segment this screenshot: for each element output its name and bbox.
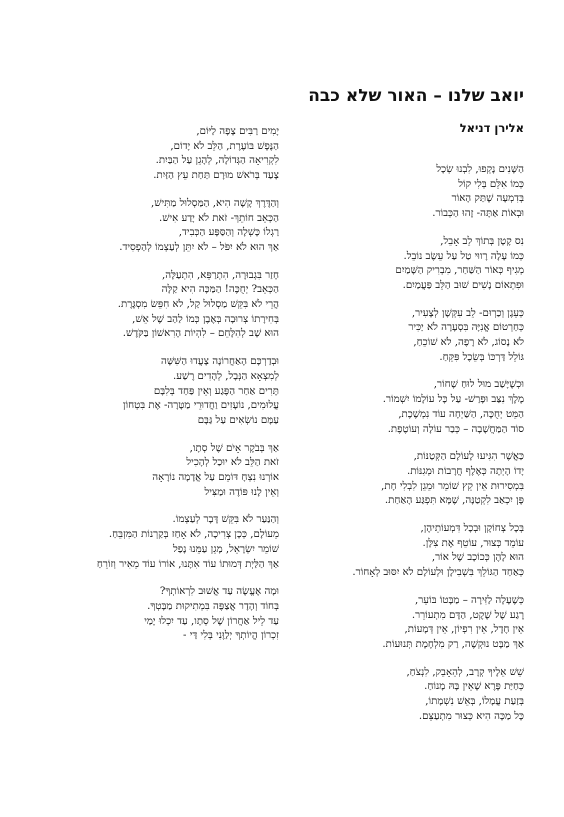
poem-line: לִקְרִיאָה הַגְּדוֹלָה, לְהָגֵן עַל הַבַּיִת. <box>155 155 279 167</box>
poem-line: מְגִיף כְּאוֹר הַשַּׁחַר, מִבְרִיק הַשָּׁמַיִם <box>395 265 524 277</box>
poem-line: רַגְלוֹ כָּשְׁלָה וְהַסַּפָּע הַכְּבִיד, <box>178 227 279 239</box>
poem-line: כְּמוֹ עָלָה רָווּי טַל עַל עֵשֶׂב נוֹבֵל. <box>403 250 524 262</box>
poem-line: כַּאֲשֶׁר הִגִּיעוּ לָעוֹלָם הַקְּטַנּוֹת, <box>413 451 524 463</box>
stanza <box>284 378 524 437</box>
poem-line: שֵׁשׁ אֵלֶיךָ קְרָב, לְהֵאָבֵק, לִנְצֹחַ, <box>406 666 524 678</box>
poem-line: הַשָּׁנִים נָקְפוּ, לִבְנוּ שְׂכָל <box>436 164 524 175</box>
poem-line: חָזַר בִּגְבוּרָה, הִתְרַפֵּא, הִתְעַלָּה, <box>162 269 279 281</box>
poem-line: וּבְדַרְכָּם הָאַחֲרוֹנָה צָעֲדוּ הַשִּׁשָּׁה <box>160 356 279 368</box>
poem-title: יואב שלנו – האור שלא כבה <box>308 86 524 106</box>
poem-line: יָמִים רַבִּים צָפָה לַיּוֹם, <box>196 126 279 137</box>
stanza <box>284 450 524 509</box>
poem-line: לֹא נָסוֹג, לֹא רָפֶה, לֹא שׁוֹכֵחַ, <box>413 337 524 349</box>
poem-line: וּבְאוֹת אַתָּה- זֶהוּ הַכְּבוֹר. <box>432 208 524 220</box>
poem-line: מֵעוֹלָם, כְּכָן צְרִיכָה, לֹא אָחַז בְּקַרְנוֹת הַמִּזְבֵּחַ. <box>108 529 279 541</box>
stanza <box>284 163 524 222</box>
stanza <box>39 197 279 256</box>
poem-column-left <box>39 125 279 657</box>
stanza <box>39 269 279 343</box>
poem-line: הַנֶּפֶשׁ בּוֹעֶרֶת, הַלֵּב לֹא יָדוֹם, <box>170 140 279 152</box>
poem-line: זִכְרוֹן הֱיוֹתְךָ יְלַוֶּנִי בְּלִי דַּי - <box>183 630 279 642</box>
poem-line: תָּרִים אַחַר הַפֶּגַע וְאֵין פַּחַד בְּלִבָּם <box>153 385 279 397</box>
poem-line: הַכְּאֵב חוֹתֵךְ- זֹאת לֹא יָדַע אִישׁ. <box>159 212 279 224</box>
poem-line: אֵין חֶדֶל, אֵין רִפְיוֹן, אֵין דְּמָעוֹת, <box>404 624 524 636</box>
poem-line: הַכְּאֵב? יְחֻכֶּה! הַמַּכָּה הִיא קַלָּה <box>161 284 279 296</box>
poem-line: כְּמוֹ אִלֵּם בְּלִי קוֹל <box>458 178 524 190</box>
poem-line: כְּחַרְטוֹם אֳנִיָּה בִּסְעָרָה לֹא יַכִּיר <box>408 322 524 334</box>
poem-line: גּוֹלֵל דַּרְכּוֹ בְּשֵׂכֶל פִּקֵּחַ. <box>439 351 524 363</box>
poem-line: שׁוֹמֵר יִשְׂרָאֵל, מָגֵן עַמֵּנוּ נָפַל <box>173 543 279 555</box>
poem-line: וּפִתְאוֹם נָשִׁים שׁוּב הַלֵּב פַּעֲמַיִם. <box>402 279 524 291</box>
poem-line: כְּאַחַד הַגּוֹלֵךְ בִּשְׁבִילָן וּלְעוֹלָם לֹא יִסּוּב לְאָחוֹר. <box>352 567 524 579</box>
poem-line: הוּא שָׁב לְהִלָּחֵם – לִהְיוֹת הָרִאשׁוֹן בַּקֹּדֶשׁ. <box>122 328 279 340</box>
stanza <box>284 522 524 581</box>
poem-line: בְּזַעַת עֲמָלוֹ, בְּאֵשׁ נִשְׁמָתוֹ, <box>425 696 524 708</box>
poem-line: הוּא לָהֶן כְּכוֹכָב שֶׁל אוֹר, <box>431 552 524 564</box>
poem-line: נִס קָטָן בְּתוֹךְ לֵב אָבֵל, <box>440 235 524 247</box>
poem-line: וּכְשֶׁיָּשַׁב מוּל לוּחַ שָׁחוֹר, <box>433 379 524 391</box>
poem-line: אַךְ הַלַּיְת דְּמוּתוֹ עוֹד אִתָּנוּ, אוֹרוֹ עוֹד מֵאִיר וְזוֹרֵחַ <box>96 558 279 570</box>
poem-line: וְאֵין לָנוּ פּוֹדֶה וּמַצִּיל <box>204 486 279 498</box>
stanza <box>39 125 279 184</box>
poem-line: לְמִצְאָא הַנְּבָל, לְהָדִים רֶשַׁע. <box>173 370 279 382</box>
poem-line: זֹאת הַלֵּב לֹא יוּכַל לְהָכִיל <box>186 457 279 469</box>
poem-line: יָדוֹ הָיְתָה כְּאֶלֶף חֲרָבוֹת וּמְגִנּוֹת. <box>406 465 524 477</box>
stanza <box>284 235 524 294</box>
poem-line: אוֹרְנוּ נִצְחָ דּוֹמֵם עַל אֲדָמָה נוֹרָאָה <box>152 472 279 484</box>
stanza <box>284 666 524 725</box>
poem-line: כָּל מַכָּה הִיא כְּצוּר מִתְעַצֵּם. <box>418 710 524 722</box>
author-name: אלירן דניאל <box>459 121 524 135</box>
poem-column-right <box>284 163 524 738</box>
poem-line: עוֹמֵד כְּצוּר, עוֹטֵף אֶת צִלָּן. <box>422 537 524 549</box>
poem-line: בְּדִמְעָה שֶׁתַּק הָאוֹר <box>451 193 524 205</box>
poem-line: בִּמְסִירוּת אֵין קֵץ שׁוֹמֵר וּמֵגֵן לִבְלִי חָת, <box>381 480 524 492</box>
poem-line: אַךְ בְּבֹקֶר אָיֹם שֶׁל סְתָו, <box>189 442 279 454</box>
poem-line: רֶגַע שֶׁל שֶׁקֶט, הַדָּם מִתְעוֹרֵר. <box>411 609 524 621</box>
poem-line: עֲלוּמִים, נוֹעָזִים וַחֲדוּרֵי מַטָּרָה- אֶת בִּטְחוֹן <box>122 400 279 412</box>
poem-line: כְּשֶׁעָלָה לַזִּירָה – מַבָּטוֹ בּוֹעֵר, <box>414 594 524 606</box>
poem-line: סוֹד הַמַּחֲשָׁבָה – כְּבַר עוֹלָה וְעוֹטֶפֶת. <box>387 423 524 435</box>
poem-line: כְּחַיַּת פֶּרֶא שֶׁאֵין בָּהּ מָנוֹחַ. <box>424 681 524 693</box>
poem-line: עַמָּם נוֹשְׂאִים עַל גַּבָּם <box>197 414 279 426</box>
stanza <box>39 513 279 572</box>
stanza <box>39 442 279 501</box>
poem-line: וּמָה אֶעֱשֶׂה עַד אֲשׁוּב לִרְאוֹתְךָ? <box>159 586 279 598</box>
poem-line: מֶלֶךְ נִצַּב וּפָרַשׁ- עַל כָּל עוֹלָמוֹ יִשְׁמוֹר. <box>382 394 524 406</box>
poem-line: פֶּן יִכְאַב לִקְטַנָּה, שֶׁמָּא תִּפְגַּע הָאַחַת. <box>384 495 524 507</box>
poem-line: הֲרֵי לֹא בִּקֵּשׁ מַסְלוּל קַל, לֹא חִפֵּשׂ מִסְגֶּרֶת. <box>117 299 279 311</box>
poem-line: עַד לֵיל אַחֲרוֹן שֶׁל סְתָו, עַד יִכְלוּ יָמַי <box>144 615 279 627</box>
poem-line: הַמֵּט יְחֻכֶּה, הַשַּׁיְחָה עוֹד נִמְשֶׁכֶת, <box>398 408 524 420</box>
stanza <box>39 355 279 429</box>
stanza <box>284 307 524 366</box>
poem-line: צָעַד בְּרֹאשׁ מוּרָם תַּחַת עֵץ הַזַּיִת. <box>153 170 279 182</box>
poem-line: כְּעֵגֶן וְכַרְוּם- לֵב עִקְּשָׁן לְצָעִיר, <box>411 307 524 319</box>
poem-line: בְּכָל צְחוֹקָן וּבְכָל דִּמְעוֹתֵיהֶן, <box>420 523 524 535</box>
poem-line: בְּחוֹד וְהָדָר אֲצַפֶּה בִּמְתִיקוּת מַבָּטְךָ. <box>147 600 279 612</box>
poem-line: וְהַנַּעַר לֹא בִּקֵּשׁ דָּבָר לְעַצְמוֹ. <box>172 514 279 526</box>
poem-line: אַךְ מַבָּט נוּקְשֶׁה, רַק מִלְחֶמֶת תְּנוּעוֹת. <box>382 638 524 650</box>
stanza <box>284 594 524 653</box>
poem-line: בְּחִירָתוֹ צְרוּבָה בְּאֶבֶן כְּמוֹ לַהַב שֶׁל אֵשׁ, <box>132 313 279 325</box>
poem-line: אַךְ הוּא לֹא יִפֹּל – לֹא יִתֵּן לְעַצְמוֹ לְהַפְסִיד. <box>119 241 279 253</box>
stanza <box>39 585 279 644</box>
poem-line: וְהַדֶּרֶךְ קָשָׁה הִיא, הַמַּסְלוּל מַתִּישׁ, <box>151 197 279 209</box>
